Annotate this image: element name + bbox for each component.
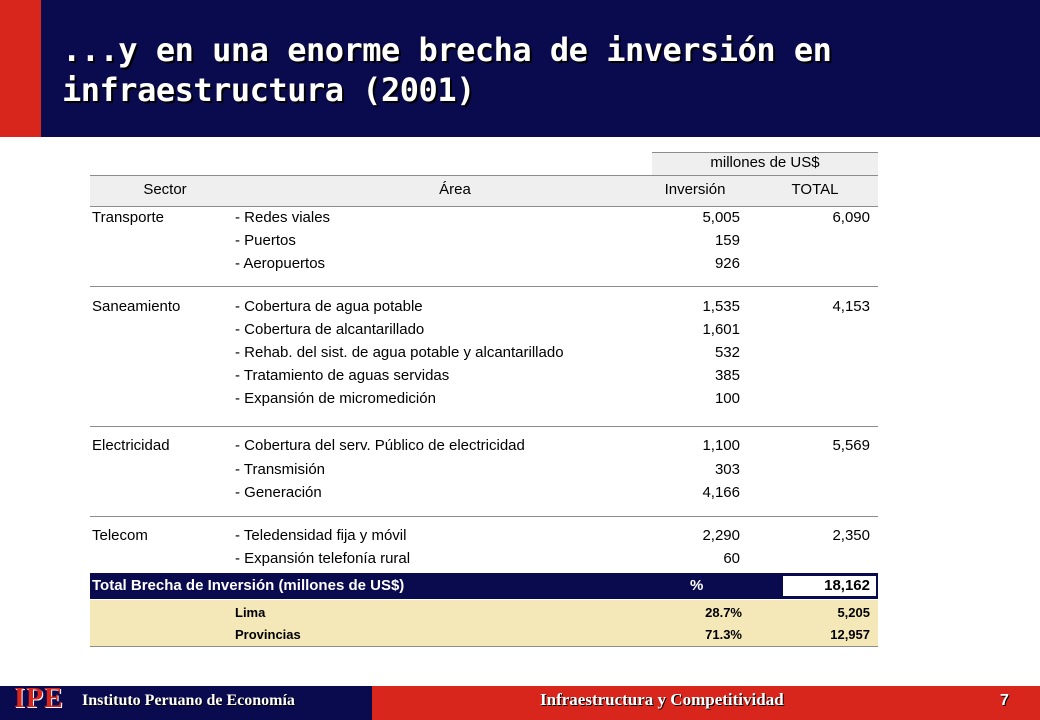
slide-title-line-1: ...y en una enorme brecha de inversión en bbox=[62, 31, 832, 69]
total-saneamiento: 4,153 bbox=[832, 298, 870, 315]
table-cell-value: 159 bbox=[714, 232, 740, 249]
regional-breakdown bbox=[90, 600, 878, 647]
table-row: - Cobertura de alcantarillado bbox=[235, 321, 425, 338]
slide-title bbox=[62, 30, 1022, 110]
header-area: Área bbox=[439, 181, 471, 198]
table-row: - Cobertura de agua potable bbox=[235, 298, 423, 315]
table-cell-value: 60 bbox=[723, 550, 740, 567]
table-row: - Generación bbox=[235, 484, 322, 501]
table-cell-value: 4,166 bbox=[702, 484, 740, 501]
table-cell-value: 532 bbox=[714, 344, 740, 361]
sector-transporte: Transporte bbox=[92, 209, 164, 226]
total-electricidad: 5,569 bbox=[832, 437, 870, 454]
sector-saneamiento: Saneamiento bbox=[92, 298, 181, 315]
table-row: - Tratamiento de aguas servidas bbox=[235, 367, 450, 384]
table-cell-value: 303 bbox=[714, 461, 740, 478]
total-gap-label: Total Brecha de Inversión (millones de US$) bbox=[92, 577, 405, 594]
institute-name: Instituto Peruano de Economía bbox=[82, 692, 295, 709]
header-sector: Sector bbox=[143, 181, 187, 198]
sector-electricidad: Electricidad bbox=[92, 437, 170, 454]
presentation-topic: Infraestructura y Competitividad bbox=[540, 690, 784, 709]
breakdown-percent-provincias: 71.3% bbox=[705, 627, 742, 642]
group-divider bbox=[90, 516, 878, 517]
table-cell-value: 926 bbox=[714, 255, 740, 272]
table-row: - Transmisión bbox=[235, 461, 326, 478]
breakdown-label-lima: Lima bbox=[235, 605, 266, 620]
sector-telecom: Telecom bbox=[92, 527, 148, 544]
units-label: millones de US$ bbox=[710, 154, 820, 171]
table-cell-value: 1,601 bbox=[702, 321, 740, 338]
table-cell-value: 2,290 bbox=[702, 527, 740, 544]
title-accent-stripe bbox=[0, 0, 41, 137]
table-cell-value: 100 bbox=[714, 390, 740, 407]
table-cell-value: 1,535 bbox=[702, 298, 740, 315]
group-divider bbox=[90, 286, 878, 287]
slide-title-line-2: infraestructura (2001) bbox=[62, 71, 475, 109]
breakdown-value-lima: 5,205 bbox=[837, 605, 870, 620]
table-row: - Cobertura del serv. Público de electricidad bbox=[235, 437, 525, 454]
breakdown-label-provincias: Provincias bbox=[235, 627, 301, 642]
page-number: 7 bbox=[1000, 692, 1009, 709]
table-row: - Aeropuertos bbox=[235, 255, 326, 272]
table-row: - Redes viales bbox=[235, 209, 331, 226]
table-row: - Rehab. del sist. de agua potable y alcantarillado bbox=[235, 344, 564, 361]
table-row: - Puertos bbox=[235, 232, 296, 249]
table-cell-value: 5,005 bbox=[702, 209, 740, 226]
breakdown-value-provincias: 12,957 bbox=[830, 627, 870, 642]
table-cell-value: 385 bbox=[714, 367, 740, 384]
table-cell-value: 1,100 bbox=[702, 437, 740, 454]
header-inversion: Inversión bbox=[664, 181, 726, 198]
table-row: - Teledensidad fija y móvil bbox=[235, 527, 407, 544]
breakdown-percent-lima: 28.7% bbox=[705, 605, 742, 620]
total-transporte: 6,090 bbox=[832, 209, 870, 226]
ipe-logo: IPE bbox=[14, 683, 64, 714]
table-row: - Expansión telefonía rural bbox=[235, 550, 411, 567]
total-telecom: 2,350 bbox=[832, 527, 870, 544]
header-total: TOTAL bbox=[791, 181, 839, 198]
table-row: - Expansión de micromedición bbox=[235, 390, 436, 407]
group-divider bbox=[90, 426, 878, 427]
total-percent-label: % bbox=[690, 577, 704, 594]
total-gap-value: 18,162 bbox=[824, 577, 870, 594]
